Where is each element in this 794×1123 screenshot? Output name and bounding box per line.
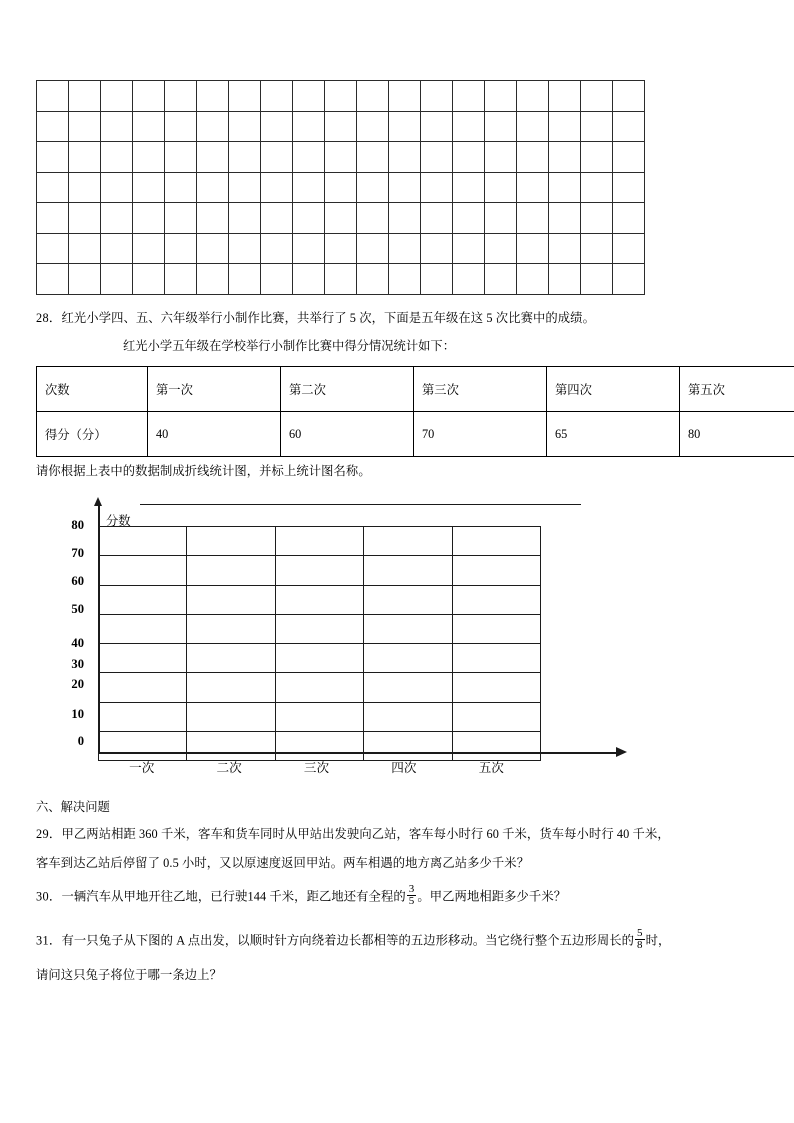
blank-grid-cell [101,203,133,234]
blank-grid-cell [293,142,325,173]
blank-grid-cell [325,81,357,112]
question-29-line1 [36,824,670,845]
blank-grid-cell [197,264,229,295]
chart-grid-cell [99,702,187,731]
blank-grid-cell [69,264,101,295]
blank-grid-cell [581,203,613,234]
blank-grid-cell [261,264,293,295]
chart-grid-row [99,614,541,643]
blank-grid-cell [581,233,613,264]
blank-grid-cell [69,81,101,112]
blank-grid-cell [37,203,69,234]
question-31-number: 31． [36,933,62,948]
table-cell-score-2: 60 [281,412,414,457]
blank-grid-cell [165,142,197,173]
chart-grid-row [99,644,541,673]
chart-grid-cell [364,702,452,731]
blank-grid-cell [293,111,325,142]
blank-grid-row [37,264,645,295]
chart-grid-cell [187,527,275,556]
blank-grid-cell [325,264,357,295]
blank-grid-cell [421,142,453,173]
fraction-denominator: 5 [408,895,415,908]
table-row-header [37,367,794,412]
question-30-text-2: 。甲乙两地相距多少千米？ [417,889,567,904]
question-31-line1 [36,927,671,953]
blank-grid-cell [37,233,69,264]
blank-grid-cell [613,111,645,142]
blank-answer-grid [36,80,645,295]
blank-grid-row [37,142,645,173]
blank-grid-cell [517,264,549,295]
chart-grid-cell [187,673,275,702]
chart-grid-cell [99,556,187,585]
blank-grid-cell [261,203,293,234]
blank-grid-cell [133,172,165,203]
blank-grid-cell [549,81,581,112]
table-cell-col-1: 第一次 [148,367,281,412]
blank-grid-cell [389,142,421,173]
blank-grid-row [37,172,645,203]
question-30-number: 30． [36,889,62,904]
x-tick-label: 五次 [478,761,504,775]
blank-grid-cell [517,142,549,173]
chart-grid-cell [452,614,540,643]
blank-grid-cell [229,203,261,234]
blank-grid-cell [389,81,421,112]
chart-grid-cell [275,644,363,673]
fraction-denominator: 8 [637,939,643,952]
blank-grid-cell [453,142,485,173]
blank-grid-cell [293,264,325,295]
blank-grid-row [37,203,645,234]
fraction-numerator: 3 [408,883,415,896]
question-29-text-1: 甲乙两站相距 360 千米，客车和货车同时从甲站出发驶向乙站，客车每小时行 60 千米，货车每小时行 40 千米， [61,827,670,841]
blank-grid-cell [325,233,357,264]
blank-grid-cell [165,111,197,142]
chart-grid-cell [452,556,540,585]
blank-grid-cell [613,81,645,112]
chart-grid-cell [187,614,275,643]
blank-grid-cell [357,203,389,234]
chart-grid-cell [364,644,452,673]
chart-grid-cell [275,527,363,556]
blank-grid-cell [581,172,613,203]
blank-grid-cell [165,264,197,295]
blank-grid-cell [229,111,261,142]
blank-grid-cell [197,111,229,142]
y-tick-label: 80 [71,518,84,532]
fraction-five-eighths [635,928,645,951]
blank-grid-cell [389,264,421,295]
blank-grid-cell [325,172,357,203]
blank-grid-cell [261,111,293,142]
blank-grid-cell [133,203,165,234]
x-tick-label: 三次 [303,761,330,775]
blank-grid-cell [581,111,613,142]
question-31-text-2: 时， [645,933,671,948]
blank-grid-cell [101,233,133,264]
question-28-number: 28． [36,311,62,325]
chart-top-rule [140,504,581,505]
blank-grid-cell [549,264,581,295]
y-tick-label: 0 [77,734,84,748]
line-chart-scaffold [36,495,636,790]
blank-grid-cell [357,111,389,142]
chart-grid-cell [364,585,452,614]
blank-grid-cell [293,81,325,112]
table-cell-col-3: 第三次 [414,367,547,412]
chart-grid-row [99,702,541,731]
blank-grid-cell [133,111,165,142]
chart-grid-row [99,527,541,556]
blank-grid-cell [453,111,485,142]
question-28 [36,308,595,329]
chart-grid-cell [364,614,452,643]
blank-grid-cell [229,264,261,295]
blank-grid-cell [581,264,613,295]
blank-grid-cell [261,233,293,264]
table-cell-col-4: 第四次 [547,367,680,412]
blank-grid-cell [229,172,261,203]
blank-grid-cell [101,264,133,295]
chart-grid-cell [99,614,187,643]
blank-grid-row [37,111,645,142]
blank-grid-cell [485,233,517,264]
blank-grid-cell [261,172,293,203]
chart-grid-cell [452,702,540,731]
blank-grid-cell [485,172,517,203]
section-heading-6: 六、解决问题 [36,800,110,814]
blank-grid-cell [69,172,101,203]
blank-grid-cell [485,111,517,142]
blank-grid-cell [133,233,165,264]
blank-grid-cell [261,142,293,173]
chart-grid-cell [187,556,275,585]
blank-grid-cell [357,81,389,112]
blank-grid-cell [325,203,357,234]
blank-grid-cell [549,142,581,173]
blank-grid-cell [485,81,517,112]
x-tick-label: 一次 [129,761,155,775]
blank-grid-cell [517,172,549,203]
blank-grid-cell [517,111,549,142]
blank-grid-cell [581,81,613,112]
blank-grid-cell [485,203,517,234]
chart-plot-grid [98,526,541,761]
blank-grid-cell [293,203,325,234]
question-30-text-1: 一辆汽车从甲地开往乙地，已行驶144 千米，距乙地还有全程的 [61,889,406,904]
blank-grid-row [37,233,645,264]
chart-grid-cell [99,585,187,614]
table-row-scores [37,412,794,457]
x-axis-arrow-icon [616,747,627,757]
blank-grid-cell [37,264,69,295]
blank-grid-cell [453,264,485,295]
blank-grid-cell [261,81,293,112]
blank-grid-cell [69,203,101,234]
table-cell-score-4: 65 [547,412,680,457]
blank-grid-cell [101,111,133,142]
y-tick-label: 10 [71,707,84,721]
blank-grid-cell [389,172,421,203]
blank-grid-cell [37,172,69,203]
blank-grid-cell [517,81,549,112]
table-cell-score-1: 40 [148,412,281,457]
blank-grid-cell [517,233,549,264]
chart-grid-row [99,556,541,585]
y-tick-label: 30 [71,657,84,671]
chart-grid-cell [275,585,363,614]
blank-grid-cell [325,111,357,142]
blank-grid-cell [549,233,581,264]
x-tick-label: 四次 [391,761,417,775]
blank-grid-cell [357,142,389,173]
blank-grid-cell [517,203,549,234]
chart-grid-row [99,585,541,614]
blank-grid-cell [421,233,453,264]
table-cell-row-header-0: 次数 [37,367,148,412]
blank-grid-cell [357,264,389,295]
blank-grid-cell [165,172,197,203]
blank-grid-cell [197,81,229,112]
table-cell-score-3: 70 [414,412,547,457]
blank-grid-cell [165,203,197,234]
y-tick-label: 70 [71,546,84,560]
chart-grid-cell [275,702,363,731]
chart-grid-cell [452,644,540,673]
table-cell-col-2: 第二次 [281,367,414,412]
table-cell-row-header-1: 得分（分） [37,412,148,457]
blank-grid-cell [133,81,165,112]
blank-grid-cell [133,142,165,173]
question-29-number: 29． [36,827,62,841]
blank-grid-cell [613,142,645,173]
blank-grid-cell [293,172,325,203]
blank-grid-cell [69,233,101,264]
blank-grid-cell [229,81,261,112]
score-table-title: 红光小学五年级在学校举行小制作比赛中得分情况统计如下： [123,339,456,353]
blank-grid-cell [357,172,389,203]
blank-grid-cell [357,233,389,264]
fraction-numerator: 5 [637,927,643,940]
blank-grid-cell [421,81,453,112]
blank-grid-cell [229,233,261,264]
chart-grid-cell [187,644,275,673]
question-31-text-1: 有一只兔子从下图的 A 点出发，以顺时针方向绕着边长都相等的五边形移动。当它绕行整个五边形周长的 [61,933,635,948]
blank-grid-row [37,81,645,112]
blank-grid-cell [453,172,485,203]
chart-grid-cell [99,673,187,702]
chart-grid-cell [99,527,187,556]
blank-grid-cell [549,111,581,142]
question-31-line2: 请问这只兔子将位于哪一条边上？ [36,968,222,982]
chart-grid-cell [275,556,363,585]
chart-grid-cell [275,673,363,702]
score-table [36,366,794,457]
blank-grid-cell [101,172,133,203]
y-tick-label: 40 [71,636,84,650]
blank-grid-cell [453,81,485,112]
y-tick-label: 50 [71,602,84,616]
blank-grid-cell [389,203,421,234]
blank-grid-cell [101,142,133,173]
question-30 [36,883,567,909]
blank-grid-cell [165,81,197,112]
blank-grid-cell [613,264,645,295]
blank-grid-cell [37,111,69,142]
blank-grid-cell [485,142,517,173]
chart-instruction: 请你根据上表中的数据制成折线统计图，并标上统计图名称。 [36,464,371,478]
chart-grid-cell [275,614,363,643]
chart-grid-cell [452,527,540,556]
y-axis-title: 分数 [106,514,131,528]
blank-grid-cell [165,233,197,264]
blank-grid-cell [197,142,229,173]
table-cell-score-5: 80 [680,412,794,457]
blank-grid-cell [421,203,453,234]
blank-grid-cell [197,172,229,203]
blank-grid-cell [421,264,453,295]
y-tick-label: 60 [71,574,84,588]
blank-grid-cell [549,172,581,203]
blank-grid-cell [37,81,69,112]
blank-grid-cell [293,233,325,264]
y-tick-label: 20 [71,677,84,691]
blank-grid-cell [613,233,645,264]
blank-grid-cell [453,203,485,234]
blank-grid-cell [453,233,485,264]
blank-grid-cell [101,81,133,112]
question-28-text: 红光小学四、五、六年级举行小制作比赛，共举行了 5 次，下面是五年级在这 5 次比赛中的成绩。 [61,311,595,325]
chart-grid-cell [187,585,275,614]
blank-grid-cell [37,142,69,173]
blank-grid-cell [421,172,453,203]
blank-grid-cell [549,203,581,234]
blank-grid-cell [229,142,261,173]
blank-grid-cell [613,172,645,203]
blank-grid-cell [69,111,101,142]
chart-grid-cell [452,673,540,702]
blank-grid-cell [197,203,229,234]
chart-grid-row [99,673,541,702]
question-29-line2: 客车到达乙站后停留了 0.5 小时，又以原速度返回甲站。两车相遇的地方离乙站多少千米？ [36,856,530,870]
chart-grid-cell [99,644,187,673]
blank-grid-cell [389,233,421,264]
blank-grid-cell [485,264,517,295]
chart-grid-cell [452,585,540,614]
blank-grid-cell [581,142,613,173]
blank-grid-cell [69,142,101,173]
chart-grid-cell [364,527,452,556]
chart-grid-cell [364,673,452,702]
blank-grid-cell [389,111,421,142]
blank-grid-cell [421,111,453,142]
blank-grid-cell [197,233,229,264]
blank-grid-cell [133,264,165,295]
table-cell-col-5: 第五次 [680,367,794,412]
chart-grid-cell [187,702,275,731]
blank-grid-cell [325,142,357,173]
fraction-three-fifths [407,884,417,907]
chart-grid-cell [364,556,452,585]
blank-grid-cell [613,203,645,234]
x-tick-label: 二次 [216,761,242,775]
